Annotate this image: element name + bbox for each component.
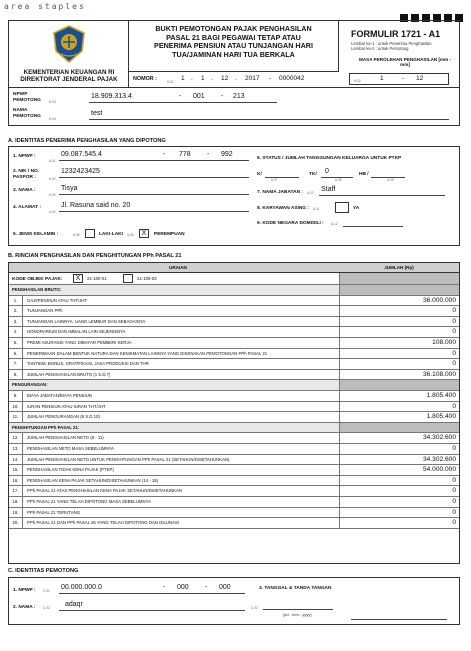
- row-description: HONORARIUM DAN IMBALAN LAIN SEJENISNYA: [27, 329, 126, 335]
- row-number: 1.: [9, 296, 23, 306]
- masa-perolehan-label: MASA PEROLEHAN PENGHASILAN [mm - mm]: [359, 57, 451, 68]
- nama-pemotong-code: H.04: [49, 117, 56, 121]
- row-amount[interactable]: 0: [339, 444, 459, 454]
- row-amount[interactable]: 0: [339, 476, 459, 486]
- form-title-line: TUA/JAMINAN HARI TUA BERKALA: [172, 49, 295, 59]
- group-title: PENGHASILAN BRUTO:: [12, 287, 62, 292]
- nomor-part[interactable]: 1: [201, 75, 205, 82]
- npwp-pemotong-value[interactable]: 213: [233, 93, 245, 100]
- a-hb-code: A.09: [387, 178, 394, 182]
- npwp-pemotong-value[interactable]: 001: [193, 93, 205, 100]
- nomor-code: H.01: [167, 80, 174, 84]
- row-amount[interactable]: 34.302.600: [339, 433, 459, 443]
- jk-perempuan-label: PEREMPUAN: [154, 232, 185, 237]
- kode2-label: 21-100-02: [137, 276, 157, 281]
- table-row: [9, 349, 459, 360]
- c-npwp-label: 1. NPWP :: [13, 588, 36, 593]
- row-description: JUMLAH PENGHASILAN BRUTO (1 S.D.7): [27, 371, 111, 377]
- ministry-name: KEMENTERIAN KEUANGAN RI DIREKTORAT JENDERAL PAJAK: [20, 69, 118, 83]
- row-description: JUMLAH PENGHASILAN NETO UNTUK PENGHITUNGAN PPh PASAL 21 (SETAHUN/DISETAHUNKAN): [27, 456, 230, 462]
- a-tk-code: A.08: [335, 178, 342, 182]
- row-amount[interactable]: 0: [339, 317, 459, 327]
- c-nama-code: C.02: [43, 606, 50, 610]
- table-row: [9, 497, 459, 508]
- form-code-block: [339, 21, 459, 87]
- row-description: PENGHASILAN NETO MASA SEBELUMNYA: [27, 446, 114, 451]
- section-a-box: 1. NPWP : A.01 09.087.545.4 - 778 - 992 2. NIK / NO. PASPOR : A.02 1232423425 3. NAMA : A.03 Tisya 4. ALAMAT : A.04 Jl. Rasuna said no. 20 5. JENIS KELAMIN : A.05 LAKI-LAKI A.06 X PEREMPUAN 6. STATUS / JUMLAH TANGGUNGAN KELUARGA UNTUK PTKP K/ A.07 TK/ 0 A.08 HB / A.09 7. NAMA JABATAN : A.10 Staff 8. KARYAWAN ASING : A.11 YA 9. KODE NEGARA DOMISILI : A.12: [8, 146, 460, 246]
- section-a-title: A. IDENTITAS PENERIMA PENGHASILAN YANG DIPOTONG: [8, 138, 166, 144]
- section-b-table: [8, 262, 460, 564]
- row-amount[interactable]: 0: [339, 486, 459, 496]
- kode1-label: 21-100-01: [87, 276, 107, 281]
- ministry-block: [9, 21, 129, 87]
- lembar-note: Lembar ke-2 : untuk Pemotong: [351, 46, 409, 51]
- c-npwp-value[interactable]: 000: [177, 584, 189, 591]
- section-b-title: B. RINCIAN PENGHASILAN DAN PENGHITUNGAN PPh PASAL 21: [8, 253, 182, 259]
- table-row: [9, 338, 459, 349]
- table-header: [9, 263, 459, 273]
- c-tanggal-label: 3. TANGGAL & TANDA TANGAN: [259, 586, 332, 591]
- a-jk-code: A.06: [127, 233, 134, 237]
- group-header: [9, 380, 459, 391]
- row-number: 8.: [9, 370, 23, 380]
- row-number: 3.: [9, 317, 23, 327]
- table-row: [9, 317, 459, 328]
- form-code: FORMULIR 1721 - A1: [351, 29, 441, 39]
- group-header: [9, 285, 459, 296]
- nomor-part[interactable]: 12: [221, 75, 229, 82]
- a-asing-label: 8. KARYAWAN ASING :: [257, 206, 309, 211]
- row-description: IURAN PENSIUN ATAU IURAN THT/JHT: [27, 403, 106, 409]
- a-npwp-value[interactable]: 992: [221, 151, 233, 158]
- a-asing-code: A.11: [313, 207, 320, 211]
- table-row: [9, 296, 459, 307]
- row-amount[interactable]: 54.000.000: [339, 465, 459, 475]
- kode2-checkbox[interactable]: [123, 274, 133, 283]
- row-amount[interactable]: 36.108.000: [339, 370, 459, 380]
- row-amount[interactable]: 0: [339, 518, 459, 528]
- table-row: [9, 433, 459, 444]
- row-number: 6.: [9, 349, 23, 359]
- a-alamat-value[interactable]: Jl. Rasuna said no. 20: [61, 202, 131, 209]
- a-npwp-label: 1. NPWP :: [13, 154, 36, 159]
- row-number: 15.: [9, 465, 23, 475]
- form-title-line: BUKTI PEMOTONGAN PAJAK PENGHASILAN: [155, 24, 312, 33]
- table-row: [9, 508, 459, 519]
- col-uraian: URAIAN: [169, 265, 187, 270]
- table-row: [9, 486, 459, 497]
- a-nama-code: A.03: [49, 193, 56, 197]
- a-negara-label: 9. KODE NEGARA DOMISILI :: [257, 221, 324, 226]
- row-number: 19.: [9, 508, 23, 518]
- row-amount[interactable]: 0: [339, 359, 459, 369]
- row-number: 9.: [9, 391, 23, 401]
- a-nik-label: 2. NIK / NO. PASPOR :: [13, 169, 40, 180]
- table-row: [9, 402, 459, 413]
- row-amount[interactable]: 0: [339, 306, 459, 316]
- row-number: 11.: [9, 412, 23, 422]
- nama-pemotong-label: NAMA PEMOTONG: [13, 108, 41, 119]
- jk-laki-label: LAKI-LAKI: [99, 232, 123, 237]
- row-number: 4.: [9, 327, 23, 337]
- section-c-box: 1. NPWP : C.01 00.000.000.0 - 000 - 000 2. NAMA : C.02 adaqr 3. TANGGAL & TANDA TANGAN C.03 [dd - mm - yyyy]: [8, 577, 460, 625]
- row-number: 20.: [9, 518, 23, 528]
- row-description: PENERIMAAN DALAM BENTUK NATURA DAN KENIKMATAN LAINNYA YANG DIKENAKAN PEMOTONGAN PPh PASAL 21: [27, 350, 268, 356]
- asing-checkbox[interactable]: [335, 202, 349, 213]
- table-row: [9, 476, 459, 487]
- table-row: [9, 465, 459, 476]
- masa-code: H.02: [354, 79, 361, 83]
- row-description: PENGHASILAN KENA PAJAK SETAHUN/DISETAHUNKAN (14 - 15): [27, 477, 159, 483]
- table-row: [9, 444, 459, 455]
- a-npwp-value[interactable]: 778: [179, 151, 191, 158]
- row-number: 10.: [9, 402, 23, 412]
- c-npwp-value[interactable]: 00.000.000.0: [61, 584, 102, 591]
- a-alamat-label: 4. ALAMAT :: [13, 205, 41, 210]
- a-nama-value[interactable]: Tisya: [61, 185, 78, 192]
- a-alamat-code: A.04: [49, 210, 56, 214]
- kode-objek-label: KODE OBJEK PAJAK:: [12, 277, 63, 282]
- row-amount[interactable]: 36.000.000: [339, 296, 459, 306]
- row-number: 12.: [9, 433, 23, 443]
- watermark-text: area staples: [4, 2, 86, 11]
- group-title: PENGHITUNGAN PPh PASAL 21:: [12, 424, 80, 430]
- masa-perolehan-field: H.02 1 - 12: [349, 73, 449, 85]
- npwp-pemotong-code: H.03: [49, 100, 56, 104]
- lembar-notes: [351, 41, 432, 51]
- row-description: PPh PASAL 21 DAN PPh PASAL 26 YANG TELAH DIPOTONG DAN DILUNASI: [27, 520, 180, 526]
- a-jk-label: 5. JENIS KELAMIN :: [13, 232, 59, 237]
- a-tk-label: TK/: [309, 172, 317, 177]
- c-nama-label: 2. NAMA :: [13, 605, 36, 610]
- row-amount[interactable]: 108.000: [339, 338, 459, 348]
- table-row: [9, 359, 459, 370]
- c-tanggal-format: [dd - mm - yyyy]: [283, 612, 312, 617]
- row-number: 18.: [9, 497, 23, 507]
- c-tanggal-code: C.03: [251, 606, 258, 610]
- table-row: [9, 327, 459, 338]
- nomor-part[interactable]: 1: [181, 75, 185, 82]
- row-amount[interactable]: 34.302.600: [339, 455, 459, 465]
- row-description: PENGHASILAN TIDAK KENA PAJAK (PTKP): [27, 467, 114, 473]
- table-row: [9, 518, 459, 529]
- row-number: 17.: [9, 486, 23, 496]
- nomor-part[interactable]: 2017: [245, 75, 260, 82]
- a-jabatan-value[interactable]: Staff: [321, 186, 336, 193]
- row-number: 14.: [9, 455, 23, 465]
- row-number: 13.: [9, 444, 23, 454]
- a-nik-code: A.02: [49, 177, 56, 181]
- table-row: [9, 306, 459, 317]
- jk-perempuan-checkbox[interactable]: X: [139, 229, 149, 238]
- table-row: [9, 391, 459, 402]
- row-description: TUNJANGAN LAINNYA, UANG LEMBUR DAN SEBAGAINYA: [27, 318, 146, 324]
- c-nama-value[interactable]: adaqr: [65, 601, 83, 608]
- section-c-title: C. IDENTITAS PEMOTONG: [8, 568, 79, 574]
- form-title-line: PENERIMA PENSIUN ATAU TUNJANGAN HARI: [154, 41, 313, 51]
- nomor-part[interactable]: 0000042: [279, 75, 305, 82]
- row-description: BIAYA JABATAN/BIAYA PENSIUN: [27, 393, 92, 398]
- row-description: JUMLAH PENGURANGAN (9 S.D 10): [27, 414, 100, 420]
- nomor-row: NOMOR : H.01 1 . 1 . 12 . 2017 - 0000042: [129, 71, 339, 87]
- npwp-pemotong-value[interactable]: 18.909.313.4: [91, 93, 132, 100]
- a-negara-code: A.12: [331, 222, 338, 226]
- table-row: [9, 370, 459, 381]
- c-npwp-value[interactable]: 000: [219, 584, 231, 591]
- row-amount[interactable]: 1.805.400: [339, 391, 459, 401]
- group-title: PENGURANGAN:: [12, 382, 48, 388]
- row-description: PREMI ASURANSI YANG DIBAYAR PEMBERI KERJA: [27, 340, 132, 345]
- row-description: GAJI/PENSIUN ATAU THT/JHT: [27, 297, 88, 303]
- form-title: [129, 21, 339, 71]
- row-number: 2.: [9, 306, 23, 316]
- table-row: [9, 412, 459, 423]
- masa-from[interactable]: 1: [380, 75, 384, 82]
- group-header: [9, 423, 459, 434]
- signature-field[interactable]: [351, 596, 447, 620]
- row-number: 5.: [9, 338, 23, 348]
- npwp-pemotong-label: NPWP PEMOTONG: [13, 92, 41, 103]
- nomor-label: NOMOR :: [133, 76, 157, 82]
- row-description: PPh PASAL 21 ATAS PENGHASILAN KENA PAJAK SETAHUN/DISETAHUNKAN: [27, 488, 183, 494]
- col-jumlah: JUMLAH (Rp): [384, 265, 414, 270]
- table-row: [9, 455, 459, 466]
- a-tk-value[interactable]: 0: [325, 168, 329, 175]
- kode1-checkbox[interactable]: X: [73, 274, 83, 283]
- row-amount[interactable]: 0: [339, 327, 459, 337]
- row-amount[interactable]: 0: [339, 497, 459, 507]
- pemotong-block: NPWP PEMOTONG H.03 18.909.313.4 - 001 - 213 NAMA PEMOTONG H.04 test: [8, 88, 460, 126]
- a-hb-label: HB /: [359, 172, 369, 177]
- lembar-note: Lembar ke-1 : untuk Penerima Penghasilan: [351, 41, 432, 46]
- row-description: TUNJANGAN PPh: [27, 308, 63, 314]
- row-number: 16.: [9, 476, 23, 486]
- row-number: 7.: [9, 359, 23, 369]
- row-amount[interactable]: 0: [339, 402, 459, 412]
- row-description: PPh PASAL 21 YANG TELAH DIPOTONG MASA SEBELUMNYA: [27, 499, 152, 504]
- nama-pemotong-value[interactable]: test: [91, 110, 103, 117]
- a-jabatan-code: A.10: [307, 191, 314, 195]
- a-jabatan-label: 7. NAMA JABATAN :: [257, 190, 304, 195]
- kode-objek-row: [9, 273, 459, 285]
- a-status-label: 6. STATUS / JUMLAH TANGGUNGAN KELUARGA UNTUK PTKP: [257, 156, 402, 161]
- row-description: JUMLAH PENGHASILAN NETO (8 - 11): [27, 435, 104, 441]
- a-npwp-value[interactable]: 09.087.545.4: [61, 151, 102, 158]
- c-npwp-code: C.01: [43, 589, 50, 593]
- row-amount[interactable]: 0: [339, 349, 459, 359]
- row-description: TANTIEM, BONUS, GRATIFIKASI, JASA PRODUKSI DAN THR: [27, 361, 149, 367]
- a-asing-ya: YA: [353, 206, 360, 211]
- form-header: [8, 20, 460, 88]
- ministry-logo-icon: [51, 25, 87, 63]
- a-k-code: A.07: [271, 178, 278, 182]
- a-nik-value[interactable]: 1232423425: [61, 168, 100, 175]
- form-title-line: PASAL 21 BAGI PEGAWAI TETAP ATAU: [166, 32, 301, 42]
- row-amount[interactable]: 1.805.400: [339, 412, 459, 422]
- a-jk-code: A.05: [73, 233, 80, 237]
- jk-laki-checkbox[interactable]: [85, 229, 95, 238]
- a-nama-label: 3. NAMA :: [13, 188, 36, 193]
- row-description: PPh PASAL 21 TERUTANG: [27, 509, 81, 515]
- masa-to[interactable]: 12: [416, 75, 424, 82]
- a-k-label: K/: [257, 172, 262, 177]
- row-amount[interactable]: 0: [339, 508, 459, 518]
- a-npwp-code: A.01: [49, 159, 56, 163]
